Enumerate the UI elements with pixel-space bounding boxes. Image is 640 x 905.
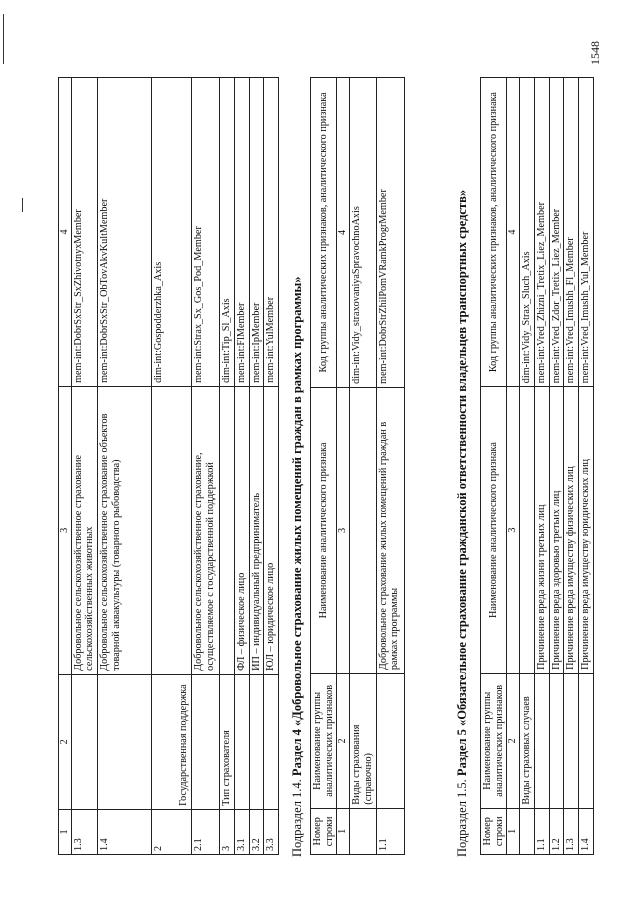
row-name: Добровольное сельскохозяйственное страхование сельскохозяйственных животных bbox=[71, 386, 97, 674]
col-number: 4 bbox=[507, 78, 520, 387]
row-number: 1.1 bbox=[534, 808, 549, 854]
row-name: Добровольное страхование жилых помещений граждан в рамках программы bbox=[376, 387, 404, 673]
table-row bbox=[220, 78, 235, 855]
row-code: dim-int:Tip_Sl_Axis bbox=[220, 78, 235, 387]
col-number: 1 bbox=[507, 808, 520, 854]
row-name: Причинение вреда имуществу юридических лиц bbox=[579, 387, 594, 674]
table-row bbox=[264, 78, 279, 855]
section-14-prefix: Подраздел 1.4. bbox=[290, 779, 304, 857]
col-number: 1 bbox=[337, 808, 350, 854]
row-group bbox=[249, 674, 264, 809]
row-number: 1.3 bbox=[564, 808, 579, 854]
header-row-number: Номер строки bbox=[311, 808, 337, 854]
row-number: 1.3 bbox=[71, 809, 97, 854]
table-row bbox=[564, 78, 579, 855]
row-group: Виды страхования (справочно) bbox=[350, 674, 376, 809]
row-name: Добровольное сельскохозяйственное страхование объектов товарной аквакультуры (товарного рыбоводства) bbox=[98, 386, 152, 674]
col-number: 2 bbox=[337, 674, 350, 809]
row-code: mem-int:DobrSxStr_ObTovAkvKultMember bbox=[98, 78, 152, 387]
row-group: Государственная поддержка bbox=[152, 674, 192, 809]
table-row bbox=[71, 78, 97, 855]
header-code: Код группы аналитических признаков, аналитического признака bbox=[311, 78, 337, 388]
table-header-row bbox=[311, 78, 337, 855]
row-name: Добровольное сельскохозяйственное страхование, осуществляемое с государственной поддержкой bbox=[192, 386, 220, 674]
header-group-name: Наименование группы аналитических признаков bbox=[311, 674, 337, 809]
row-group bbox=[234, 674, 249, 809]
row-number: 3.2 bbox=[249, 809, 264, 854]
row-code: mem-int:Strax_Sx_Gos_Pod_Member bbox=[192, 78, 220, 387]
header-row-number: Номер строки bbox=[481, 808, 507, 854]
row-name bbox=[220, 386, 235, 674]
row-code: mem-int:Vred_Imushh_Fl_Member bbox=[564, 78, 579, 387]
row-number: 3 bbox=[220, 809, 235, 854]
col-number: 4 bbox=[59, 78, 72, 387]
row-number: 1.4 bbox=[579, 808, 594, 854]
section-15-heading: Раздел 5 «Обязательное страхование гражданской ответственности владельцев транспортных средств» bbox=[455, 189, 469, 777]
row-code: mem-int:FlMember bbox=[234, 78, 249, 387]
row-code: mem-int:DobrSxStr_SxZhivotnyxMember bbox=[71, 78, 97, 387]
row-number: 3.3 bbox=[264, 809, 279, 854]
row-name: Причинение вреда здоровью третьих лиц bbox=[549, 387, 564, 674]
row-group bbox=[264, 674, 279, 809]
header-feature-name: Наименование аналитического признака bbox=[311, 387, 337, 673]
row-name: ИП – индивидуальный предприниматель bbox=[249, 386, 264, 674]
table-row bbox=[549, 78, 564, 855]
row-code: dim-int:Vidy_Strax_Sluch_Axis bbox=[520, 78, 535, 387]
section-14-heading: Раздел 4 «Добровольное страхование жилых помещений граждан в рамках программы» bbox=[290, 276, 304, 777]
table-header-row bbox=[481, 78, 507, 855]
row-code: dim-int:Gospodderzhka_Axis bbox=[152, 78, 192, 387]
row-number: 1.1 bbox=[376, 808, 404, 854]
row-group: Виды страховых случаев bbox=[520, 673, 535, 808]
row-name bbox=[350, 387, 376, 673]
table-row bbox=[192, 78, 220, 855]
row-group bbox=[564, 673, 579, 808]
table-section-14 bbox=[310, 77, 405, 855]
table-row bbox=[152, 78, 192, 855]
table-row bbox=[579, 78, 594, 855]
row-name: ФЛ – физическое лицо bbox=[234, 386, 249, 674]
row-code: mem-int:Vred_Imushh_Yul_Member bbox=[579, 78, 594, 387]
header-group-name: Наименование группы аналитических признаков bbox=[481, 673, 507, 808]
row-group bbox=[192, 674, 220, 809]
row-group bbox=[376, 674, 404, 809]
table-top bbox=[58, 77, 279, 855]
col-number: 3 bbox=[59, 386, 72, 674]
header-feature-name: Наименование аналитического признака bbox=[481, 387, 507, 674]
row-code: dim-int:Vidy_straxovaniyaSpravochnoAxis bbox=[350, 78, 376, 388]
row-group bbox=[549, 673, 564, 808]
row-number bbox=[350, 808, 376, 854]
col-number: 3 bbox=[507, 387, 520, 674]
row-name: ЮЛ – юридическое лицо bbox=[264, 386, 279, 674]
row-code: mem-int:IpMember bbox=[249, 78, 264, 387]
row-code: mem-int:YulMember bbox=[264, 78, 279, 387]
row-group bbox=[71, 674, 97, 809]
table-row bbox=[520, 78, 535, 855]
col-number: 2 bbox=[59, 674, 72, 809]
row-name: Причинение вреда имуществу физических лиц bbox=[564, 387, 579, 674]
table-number-row bbox=[507, 78, 520, 855]
row-number bbox=[520, 808, 535, 854]
row-name: Причинение вреда жизни третьих лиц bbox=[534, 387, 549, 674]
table-number-row bbox=[337, 78, 350, 855]
row-code: mem-int:Vred_Zdor_Tretix_Liez_Member bbox=[549, 78, 564, 387]
row-group bbox=[98, 674, 152, 809]
section-15-title bbox=[455, 190, 470, 857]
table-row bbox=[98, 78, 152, 855]
page-number: 1548 bbox=[588, 41, 602, 65]
table-row bbox=[350, 78, 376, 855]
col-number: 1 bbox=[59, 809, 72, 854]
section-15-prefix: Подраздел 1.5. bbox=[455, 779, 469, 857]
col-number: 3 bbox=[337, 387, 350, 673]
row-code: mem-int:DobrStrZhilPomVRamkProgrMember bbox=[376, 78, 404, 388]
row-number: 1.4 bbox=[98, 809, 152, 854]
section-14-title bbox=[290, 277, 305, 858]
row-group bbox=[534, 673, 549, 808]
table-section-15 bbox=[480, 77, 594, 855]
row-group: Тип страхователя bbox=[220, 674, 235, 809]
table-row bbox=[249, 78, 264, 855]
table-row bbox=[534, 78, 549, 855]
row-number: 1.2 bbox=[549, 808, 564, 854]
row-name bbox=[152, 386, 192, 674]
table-row bbox=[376, 78, 404, 855]
row-code: mem-int:Vred_Zhizni_Tretix_Liez_Member bbox=[534, 78, 549, 387]
row-number: 2 bbox=[152, 809, 192, 854]
row-number: 2.1 bbox=[192, 809, 220, 854]
col-number: 4 bbox=[337, 78, 350, 388]
header-code: Код группы аналитических признаков, аналитического признака bbox=[481, 78, 507, 387]
col-number: 2 bbox=[507, 673, 520, 808]
row-number: 3.1 bbox=[234, 809, 249, 854]
row-group bbox=[579, 673, 594, 808]
table-number-row bbox=[59, 78, 72, 855]
table-row bbox=[234, 78, 249, 855]
row-name bbox=[520, 387, 535, 674]
